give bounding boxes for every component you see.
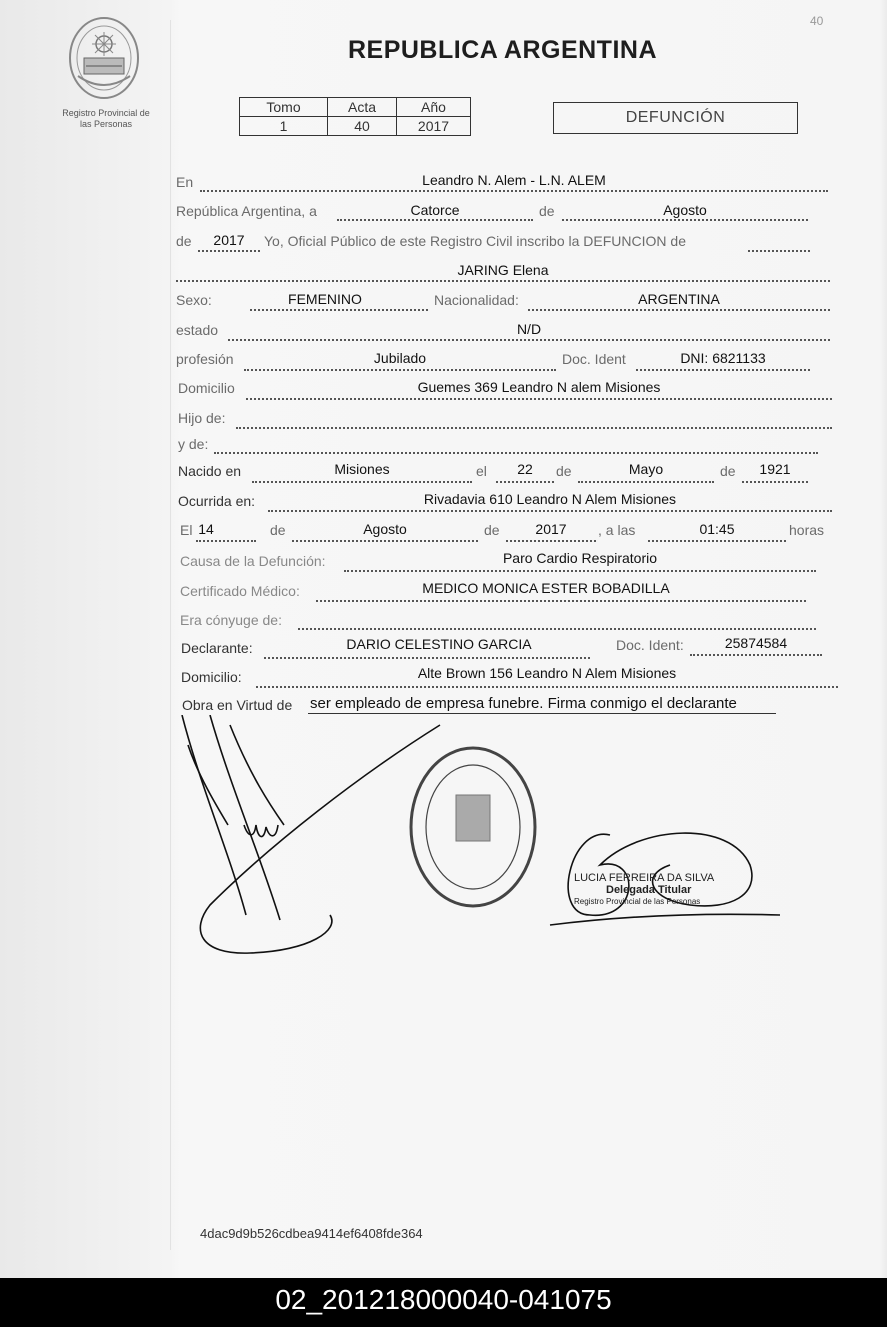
en-label: En [176,174,194,190]
registry-label [40,108,172,130]
domicilio-value: Guemes 369 Leandro N alem Misiones [417,379,661,395]
birth-month: Mayo [628,461,664,477]
record-table [239,97,471,136]
doc-ident-label: Doc. Ident [562,351,626,367]
doc-ident-value: DNI: 6821133 [680,350,766,366]
causa-dots [344,570,816,572]
document-hash: 4dac9d9b526cdbea9414ef6408fde364 [200,1226,423,1241]
de5-label: de [270,522,286,538]
hijo-dots [236,427,832,429]
el2-label: El [180,522,193,538]
birth-year-dots [742,481,808,483]
ano-header: Año [397,98,471,117]
death-day: 14 [198,521,214,537]
ocurrida-label: Ocurrida en: [178,493,256,509]
sexo-label: Sexo: [176,292,212,308]
nacido-value: Misiones [334,461,390,477]
registry-label-line1: Registro Provincial de [62,108,150,118]
nacionalidad-label: Nacionalidad: [434,292,519,308]
document-title: REPUBLICA ARGENTINA [347,36,658,64]
profesion-label: profesión [176,351,234,367]
en-value: Leandro N. Alem - L.N. ALEM [422,172,606,188]
yde-dots [214,452,818,454]
horas-label: horas [789,522,825,538]
doc-type-box: DEFUNCIÓN [553,102,798,134]
month-dots [562,219,808,221]
sexo-value: FEMENINO [288,291,362,307]
obra-value: ser empleado de empresa funebre. Firma conmigo el declarante [310,695,737,712]
official-org: Registro Provincial de las Personas [574,897,701,906]
obra-underline [308,713,776,714]
ocurrida-value: Rivadavia 610 Leandro N Alem Misiones [423,491,677,507]
doc2-label: Doc. Ident: [616,637,684,653]
nacionalidad-dots [528,309,830,311]
sexo-dots [250,309,428,311]
death-month: Agosto [363,521,407,537]
certificado-value: MEDICO MONICA ESTER BOBADILLA [422,580,670,596]
domicilio2-value: Alte Brown 156 Leandro N Alem Misiones [417,665,677,681]
month-value: Agosto [663,202,707,218]
tomo-value: 1 [240,117,328,136]
hijo-label: Hijo de: [178,410,226,426]
ano-value: 2017 [397,117,471,136]
birth-year: 1921 [759,461,791,477]
declarant-signature-icon [182,715,440,953]
page-number: 40 [810,14,824,28]
oficial-dots [748,250,810,252]
acta-header: Acta [328,98,397,117]
declarante-value: DARIO CELESTINO GARCIA [346,636,532,652]
page-margin-line [170,20,171,1250]
name-value: JARING Elena [457,262,549,278]
certificado-dots [316,600,806,602]
year-dots [198,250,260,252]
republica-label: República Argentina, a [176,203,317,219]
signatures-and-seal [170,715,790,965]
registry-label-line2: las Personas [79,119,133,129]
footer-id-banner: 02_201218000040-041075 [0,1278,887,1327]
day-dots [337,219,533,221]
estado-value: N/D [516,321,542,337]
death-day-dots [196,540,256,542]
nacido-dots [252,481,472,483]
estado-label: estado [176,322,219,338]
declarante-label: Declarante: [181,640,253,656]
official-name: LUCIA FERREIRA DA SILVA [574,872,715,884]
alas-label: , a las [598,522,636,538]
birth-day-dots [496,481,554,483]
nacido-label: Nacido en [178,463,242,479]
doc2-dots [690,654,822,656]
profesion-value: Jubilado [373,350,427,366]
conyuge-label: Era cónyuge de: [180,612,282,628]
death-time: 01:45 [699,521,735,537]
tomo-header: Tomo [240,98,328,117]
causa-value: Paro Cardio Respiratorio [502,550,658,566]
birth-day: 22 [517,461,533,477]
oficial-text: Yo, Oficial Público de este Registro Civil inscribo la DEFUNCION de [264,233,686,249]
de2-label: de [176,233,192,249]
domicilio-label: Domicilio [178,380,235,396]
domicilio-dots [246,398,832,400]
de4-label: de [720,463,736,479]
official-seal-icon [411,748,535,906]
death-time-dots [648,540,786,542]
birth-month-dots [578,481,714,483]
obra-label: Obra en Virtud de [182,697,293,713]
death-year: 2017 [535,521,567,537]
official-signature-block [560,872,714,908]
profesion-dots [244,369,556,371]
domicilio2-label: Domicilio: [181,669,242,685]
certificado-label: Certificado Médico: [180,583,300,599]
domicilio2-dots [256,686,838,688]
doc-ident-dots [636,369,810,371]
en-dots [200,190,828,192]
ocurrida-dots [268,510,832,512]
nacionalidad-value: ARGENTINA [638,291,720,307]
year-value: 2017 [213,232,245,248]
estado-dots [228,339,830,341]
acta-value: 40 [328,117,397,136]
day-value: Catorce [410,202,460,218]
declarante-dots [264,657,590,659]
causa-label: Causa de la Defunción: [180,553,326,569]
yde-label: y de: [178,436,209,452]
doc2-value: 25874584 [724,635,788,651]
conyuge-dots [298,628,816,630]
el-label: el [476,463,487,479]
name-dots [176,280,830,282]
death-year-dots [506,540,596,542]
de6-label: de [484,522,500,538]
de-label: de [539,203,555,219]
provincial-coat-of-arms-icon [66,14,142,102]
de3-label: de [556,463,572,479]
death-month-dots [292,540,478,542]
official-title: Delegada Titular [606,884,692,896]
